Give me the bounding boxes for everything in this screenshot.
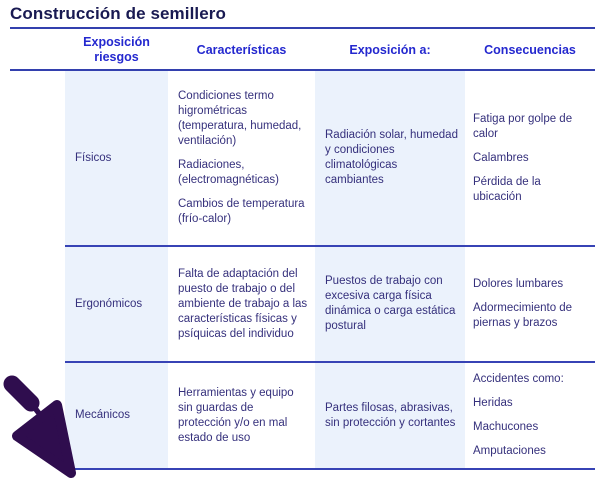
table-row-mecanicos-consecuencias — [465, 363, 595, 470]
risk-table — [65, 71, 595, 470]
caracteristica-item: Falta de adaptación del puesto de trabajo o del ambiente de trabajo a las características físicas y psíquicas del individuo — [178, 267, 308, 340]
table-row-mecanicos-caracteristicas — [168, 363, 315, 470]
column-header-consecuencias: Consecuencias — [484, 42, 576, 57]
trowel-icon — [0, 372, 90, 478]
column-header-caracteristicas: Características — [196, 42, 287, 57]
page-title: Construcción de semillero — [10, 4, 226, 23]
consecuencia-item: Calambres — [473, 151, 529, 164]
table-row-fisicos-caracteristicas — [168, 71, 315, 247]
category-label: Físicos — [75, 151, 112, 164]
caracteristica-item: Cambios de temperatura (frío-calor) — [178, 198, 305, 225]
table-row-fisicos-consecuencias — [465, 71, 595, 247]
consecuencia-item: Dolores lumbares — [473, 278, 564, 290]
column-header-exposicion-a: Exposición a: — [349, 42, 431, 57]
table-row-ergonomicos-exposicion — [315, 247, 465, 363]
consecuencia-item: Adormecimiento de piernas y brazos — [473, 302, 573, 329]
table-row-ergonomicos-category — [65, 247, 168, 363]
caracteristica-item: Radiaciones, (electromagnéticas) — [178, 159, 279, 186]
consecuencia-item: Amputaciones — [473, 445, 546, 457]
consecuencia-item: Heridas — [473, 397, 513, 409]
caracteristica-item: Condiciones termo higrométricas (temperatura, humedad, ventilación) — [178, 90, 302, 147]
caracteristica-item: Herramientas y equipo sin guardas de protección y/o en mal estado de uso — [178, 386, 294, 444]
table-row-fisicos-exposicion — [315, 71, 465, 247]
exposicion-item: Radiación solar, humedad y condiciones climatológicas cambiantes — [325, 129, 458, 186]
consecuencia-item: Machucones — [473, 421, 539, 433]
column-header-exposicion-riesgos: Exposición riesgos — [83, 35, 150, 64]
title-divider — [10, 27, 595, 29]
exposicion-item: Partes filosas, abrasivas, sin protección y cortantes — [325, 401, 456, 429]
category-label: Mecánicos — [75, 409, 130, 421]
table-row-mecanicos-exposicion — [315, 363, 465, 470]
table-row-fisicos-category — [65, 71, 168, 247]
table-row-ergonomicos-consecuencias — [465, 247, 595, 363]
exposicion-item: Puestos de trabajo con excesiva carga física dinámica o carga estática postural — [325, 275, 456, 332]
table-row-ergonomicos-caracteristicas — [168, 247, 315, 363]
consecuencia-item: Accidentes como: — [473, 373, 564, 385]
consecuencia-item: Pérdida de la ubicación — [473, 175, 541, 203]
table-header-row — [65, 31, 595, 69]
consecuencia-item: Fatiga por golpe de calor — [473, 112, 573, 140]
category-label: Ergonómicos — [75, 297, 143, 310]
